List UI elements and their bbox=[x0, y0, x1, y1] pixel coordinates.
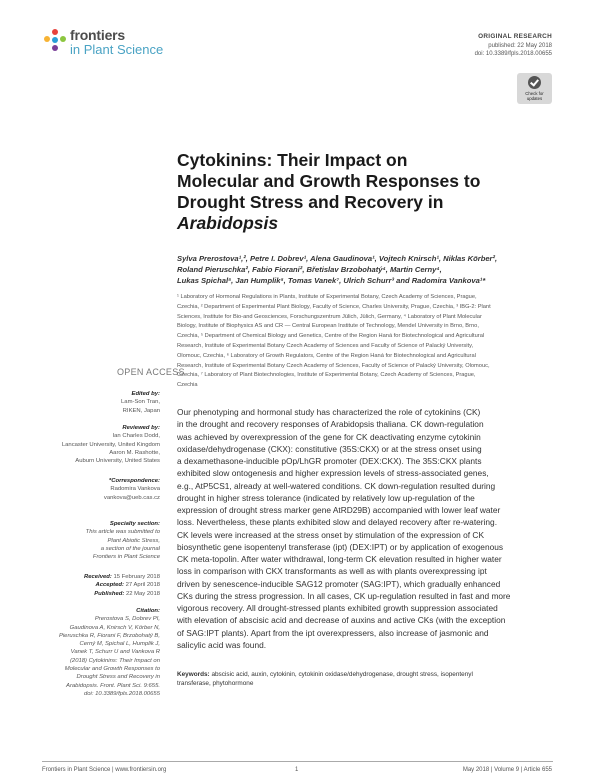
checkmark-icon bbox=[528, 76, 541, 89]
author-line: Roland Pieruschka², Fabio Fiorani², Břetislav Brzobohatý⁴, Martin Cerny⁴, bbox=[177, 265, 442, 275]
specialty-section: Specialty section: This article was submitted to Plant Abiotic Stress, a section of the journal Frontiers in Plant Science bbox=[85, 521, 160, 561]
page-number: 1 bbox=[295, 767, 299, 773]
citation-section: Citation: Prerostova S, Dobrev PI, Gaudinova A, Knirsch V, Körber N, Pieruschka R, Fiorani F, Brzobohatý B, Cerný M, Spichal L, Humplik J, Vanek T, Schurr U and Vankova R (2018) Cytokinins: Their Impact on Molecular and Growth Responses to Drought Stress and Recovery in Arabidopsis. Front. Plant Sci. 9:655. doi: 10.3389/fpls.2018.00655 bbox=[10, 607, 160, 698]
frontiers-logo-icon bbox=[44, 29, 66, 51]
keywords-label: Keywords: bbox=[177, 671, 210, 678]
check-for-updates-button[interactable] bbox=[517, 73, 552, 104]
correspondence-section: *Correspondence: Radomira Vankova vankova@ueb.cas.cz bbox=[10, 477, 160, 502]
check-for-updates-label: Check for updates bbox=[525, 91, 544, 101]
edited-by-section: Edited by: Lam-Son Tran, RIKEN, Japan bbox=[121, 391, 160, 414]
doi-link[interactable]: doi: 10.3389/fpls.2018.00655 bbox=[474, 51, 552, 58]
affiliations: ¹ Laboratory of Hormonal Regulations in Plants, Institute of Experimental Botany, Czech Academy of Sciences, Prague, Czechia, ² Department of Experimental Plant Biology, Faculty of Science, Charles University, Prague, Czechia, ³ IBG-2: Plant Sciences, Institute for Bio-and Geosciences, Forschungszentrum Jülich, Jülich, Germany, ⁴ Laboratory of Plant Molecular Biology, Institute of Biophysics AS and CR — Central European Institute of Technology, Mendel University in Brno, Brno, Czechia, ⁵ Department of Chemical Biology and Genetics, Centre of the Region Haná for Biotechnological and Agricultural Research, Institute of Experimental Botany Czech Academy of Sciences and Faculty of Science of Palacký University, Olomouc, Czechia, ⁶ Laboratory of Growth Regulators, Centre of the Region Haná for Biotechnological and Agricultural Research, Institute of Experimental Botany Czech Academy of Sciences, Faculty of Science of Palacký University, Olomouc, Czechia, ⁷ Laboratory of Plant Biotechnologies, Institute of Experimental Botany, Czech Academy of Sciences, Prague, Czechia bbox=[177, 294, 491, 389]
citation-doi-link[interactable]: doi: 10.3389/fpls.2018.00655 bbox=[84, 690, 160, 697]
article-title: Cytokinins: Their Impact on Molecular and Growth Responses to Drought Stress and Recovery in Arabidopsis bbox=[177, 150, 481, 233]
brand-name: frontiers bbox=[70, 27, 125, 43]
abstract: Our phenotyping and hormonal study has characterized the role of cytokinins (CK) in the drought and recovery responses of Arabidopsis thaliana. CK down-regulation was achieved by overexpression of the gene for CK deactivating enzyme cytokinin oxidase/dehydrogenase (CKX): constitutive (35S:CKX) or at the stress onset using a dexamethasone-inducible pOp/LhGR promoter (DEX:CKX). The 35S:CKX plants exhibited slow ontogenesis and higher expression levels of stress-associated genes, e.g., AtP5CS1, already at well-watered conditions. CK down-regulation resulted during drought in higher stress tolerance (indicated by relatively low up-regulation of the expression of drought stress marker gene AtRD29B) accompanied with lower leaf water loss. Nevertheless, these plants exhibited slow and delayed recovery after re-watering. CK levels were increased at the stress onset by stimulation of the expression of CK biosynthetic gene isopentenyl transferase (ipt) (DEX:IPT) or by application of exogenous CK meta-topolin. After water withdrawal, long-term CK elevation resulted in higher water loss in comparison with CKX transformants as well as with plants overexpressing ipt driven by senescence-inducible SAG12 promoter (SAG:IPT), which gradually enhanced CKs during the stress progression. In all cases, CK up-regulation resulted in fast and more vigorous recovery. All drought-stressed plants exhibited growth suppression associated with elevation of abscisic acid and decrease of auxins and active CKs (with the exception of SAG:IPT plants). Apart from the ipt overexpressers, also increase of jasmonic and salicylic acid was found. bbox=[177, 407, 511, 650]
author-line: Lukas Spichal⁵, Jan Humplik⁵, Tomas Vanek⁷, Ulrich Schurr³ and Radomira Vankova¹* bbox=[177, 276, 486, 286]
article-type: ORIGINAL RESEARCH bbox=[478, 33, 552, 40]
author-line: Sylva Prerostova¹,², Petre I. Dobrev¹, Alena Gaudinova¹, Vojtech Knirsch¹, Niklas Körber², bbox=[177, 254, 498, 263]
reviewed-by-section: Reviewed by: Ian Charles Dodd, Lancaster University, United Kingdom Aaron M. Rashotte, Auburn University, United States bbox=[61, 425, 160, 465]
open-access-label: OPEN ACCESS bbox=[117, 367, 185, 377]
author-list bbox=[177, 253, 552, 287]
keywords: Keywords: abscisic acid, auxin, cytokinin, cytokinin oxidase/dehydrogenase, drought stress, isopentenyl transferase, phytohormone bbox=[177, 671, 473, 687]
dates-section: Received: 15 February 2018 Accepted: 27 April 2018 Published: 22 May 2018 bbox=[84, 574, 160, 597]
footer-volume-info: May 2018 | Volume 9 | Article 655 bbox=[462, 767, 552, 773]
footer-divider bbox=[42, 761, 553, 762]
published-date: published: 22 May 2018 bbox=[488, 43, 552, 49]
footer-journal-link[interactable]: Frontiers in Plant Science | www.frontiersin.org bbox=[42, 767, 167, 773]
publication-meta bbox=[475, 42, 552, 58]
correspondence-email-link[interactable]: vankova@ueb.cas.cz bbox=[103, 494, 160, 501]
journal-name: in Plant Science bbox=[70, 42, 164, 57]
